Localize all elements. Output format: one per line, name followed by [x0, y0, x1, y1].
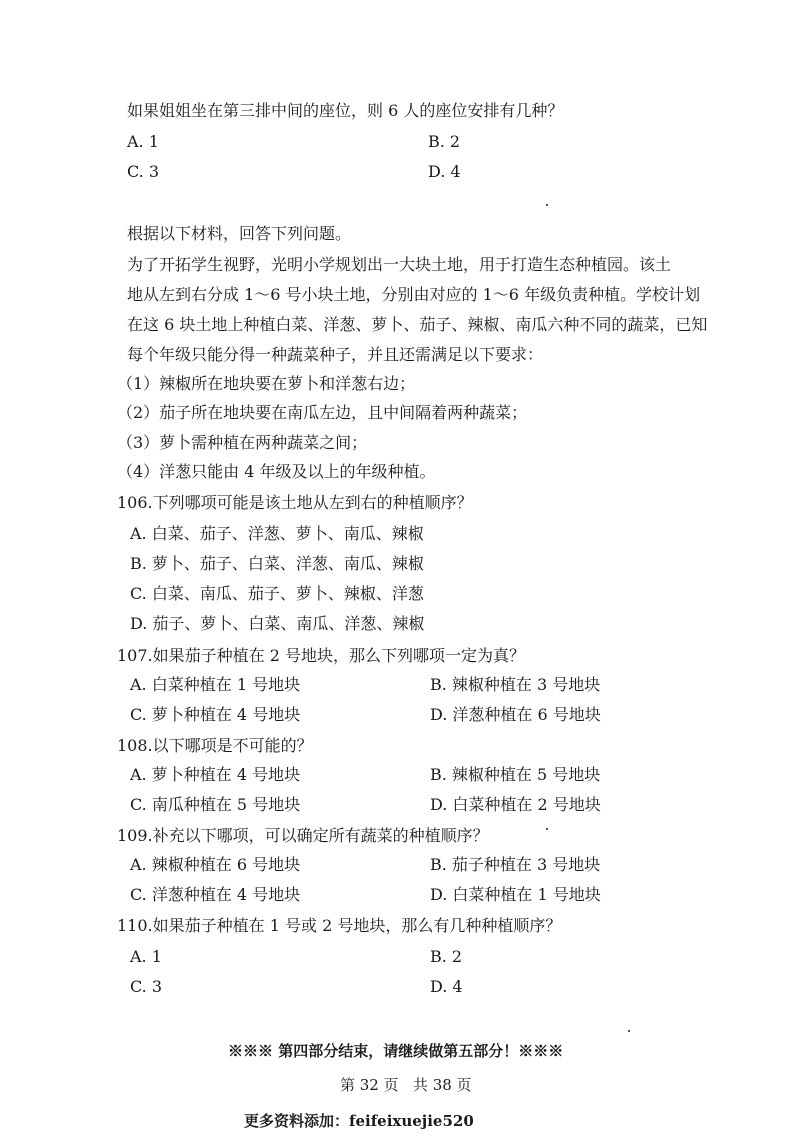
material-para-line: 在这 6 块土地上种植白菜、洋葱、萝卜、茄子、辣椒、南瓜六种不同的蔬菜，已知	[127, 315, 708, 334]
q110-option-d: D. 4	[430, 977, 463, 996]
question-107-stem: 107.如果茄子种植在 2 号地块，那么下列哪项一定为真？	[117, 646, 525, 665]
q106-option-a: A. 白菜、茄子、洋葱、萝卜、南瓜、辣椒	[130, 524, 424, 543]
q109-option-c: C. 洋葱种植在 4 号地块	[130, 885, 301, 904]
material-para-line: 为了开拓学生视野，光明小学规划出一大块土地，用于打造生态种植园。该土	[127, 255, 672, 274]
scan-speck	[546, 204, 548, 206]
q108-option-d: D. 白菜种植在 2 号地块	[430, 795, 601, 814]
rule-item: （2）茄子所在地块要在南瓜左边，且中间隔着两种蔬菜；	[117, 403, 528, 422]
question-110-stem: 110.如果茄子种植在 1 号或 2 号地块，那么有几种种植顺序？	[117, 916, 562, 935]
q108-option-c: C. 南瓜种植在 5 号地块	[130, 795, 301, 814]
q107-option-d: D. 洋葱种植在 6 号地块	[430, 705, 601, 724]
section-end-note: ※※※ 第四部分结束，请继续做第五部分！※※※	[228, 1042, 564, 1060]
q110-option-b: B. 2	[430, 947, 463, 966]
q108-option-b: B. 辣椒种植在 5 号地块	[430, 765, 601, 784]
page-number: 第 32 页 共 38 页	[340, 1076, 472, 1094]
rule-item: （4）洋葱只能由 4 年级及以上的年级种植。	[117, 462, 436, 481]
question-109-stem: 109.补充以下哪项，可以确定所有蔬菜的种植顺序？	[117, 826, 489, 845]
q108-option-a: A. 萝卜种植在 4 号地块	[130, 765, 301, 784]
q107-option-c: C. 萝卜种植在 4 号地块	[130, 705, 301, 724]
q109-option-b: B. 茄子种植在 3 号地块	[430, 855, 601, 874]
rule-item: （1）辣椒所在地块要在萝卜和洋葱右边；	[117, 374, 416, 393]
prev-option-c: C. 3	[127, 162, 160, 181]
material-para-line: 地从左到右分成 1～6 号小块土地，分别由对应的 1～6 年级负责种植。学校计划	[127, 285, 701, 304]
q109-option-d: D. 白菜种植在 1 号地块	[430, 885, 601, 904]
q106-option-d: D. 茄子、萝卜、白菜、南瓜、洋葱、辣椒	[130, 614, 425, 633]
question-108-stem: 108.以下哪项是不可能的？	[117, 736, 313, 755]
scan-speck	[628, 1030, 630, 1032]
q110-option-c: C. 3	[130, 977, 163, 996]
prev-option-a: A. 1	[127, 132, 159, 151]
q107-option-a: A. 白菜种植在 1 号地块	[130, 675, 301, 694]
contact-note: 更多资料添加：feifeixuejie520	[244, 1112, 474, 1130]
material-para-line: 每个年级只能分得一种蔬菜种子，并且还需满足以下要求：	[127, 345, 544, 364]
q109-option-a: A. 辣椒种植在 6 号地块	[130, 855, 301, 874]
q106-option-c: C. 白菜、南瓜、茄子、萝卜、辣椒、洋葱	[130, 584, 424, 603]
question-106-stem: 106.下列哪项可能是该土地从左到右的种植顺序？	[117, 493, 473, 512]
prev-option-d: D. 4	[428, 162, 461, 181]
q106-option-b: B. 萝卜、茄子、白菜、洋葱、南瓜、辣椒	[130, 554, 424, 573]
material-intro: 根据以下材料，回答下列问题。	[127, 224, 352, 243]
q110-option-a: A. 1	[130, 947, 162, 966]
prev-option-b: B. 2	[428, 132, 461, 151]
scan-speck	[546, 828, 548, 830]
prev-question-stem: 如果姐姐坐在第三排中间的座位，则 6 人的座位安排有几种？	[127, 101, 564, 120]
q107-option-b: B. 辣椒种植在 3 号地块	[430, 675, 601, 694]
rule-item: （3）萝卜需种植在两种蔬菜之间；	[117, 433, 368, 452]
